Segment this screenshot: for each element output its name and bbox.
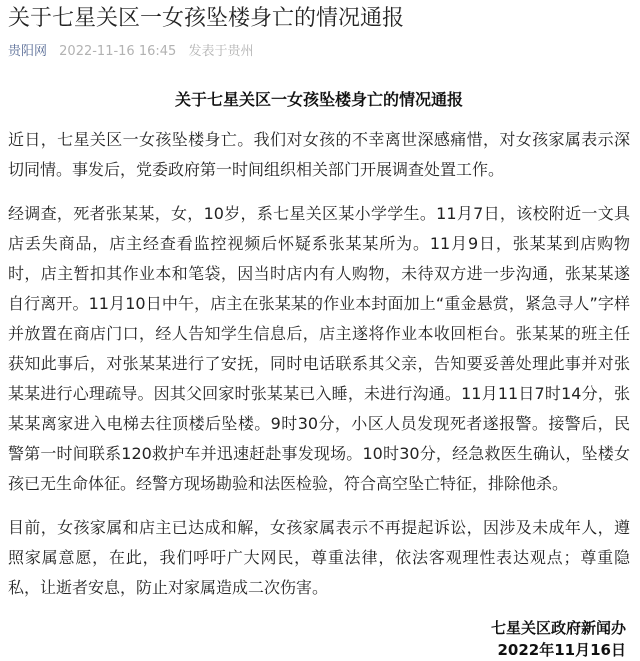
publish-location: 发表于贵州 <box>188 44 254 59</box>
signature-date: 2022年11月16日 <box>497 641 626 659</box>
notice-heading: 关于七星关区一女孩坠楼身亡的情况通报 <box>174 90 463 109</box>
publish-time: 2022-11-16 16:45 <box>59 44 177 59</box>
signature <box>8 617 630 661</box>
article-title: 关于七星关区一女孩坠楼身亡的情况通报 <box>8 6 405 31</box>
signature-issuer: 七星关区政府新闻办 <box>490 619 626 637</box>
source-link[interactable]: 贵阳网 <box>8 44 48 59</box>
article-meta <box>8 43 630 61</box>
paragraph: 近日，七星关区一女孩坠楼身亡。我们对女孩的不幸离世深感痛惜，对女孩家属表示深切同情。事发后，党委政府第一时间组织相关部门开展调查处置工作。 <box>8 130 630 179</box>
paragraph: 目前，女孩家属和店主已达成和解，女孩家属表示不再提起诉讼，因涉及未成年人，遵照家属意愿，在此，我们呼吁广大网民，尊重法律，依法客观理性表达观点；尊重隐私，让逝者安息，防止对家属造成二次伤害。 <box>8 518 630 597</box>
paragraph: 经调查，死者张某某，女，10岁，系七星关区某小学学生。11月7日，该校附近一文具店丢失商品，店主经查看监控视频后怀疑系张某某所为。11月9日，张某某到店购物时，店主暂扣其作业本和笔袋，因当时店内有人购物，未待双方进一步沟通，张某某遂自行离开。11月10日中午，店主在张某某的作业本封面加上“重金悬赏，紧急寻人”字样并放置在商店门口，经人告知学生信息后，店主遂将作业本收回柜台。张某某的班主任获知此事后，对张某某进行了安抚，同时电话联系其父亲，告知要妥善处理此事并对张某某进行心理疏导。因其父回家时张某某已入睡，未进行沟通。11月11日7时14分，张某某离家进入电梯去往顶楼后坠楼。9时30分，小区人员发现死者遂报警。接警后，民警第一时间联系120救护车并迅速赶赴事发现场。10时30分，经急救医生确认，坠楼女孩已无生命体征。经警方现场勘验和法医检验，符合高空坠亡特征，排除他杀。 <box>8 204 630 493</box>
